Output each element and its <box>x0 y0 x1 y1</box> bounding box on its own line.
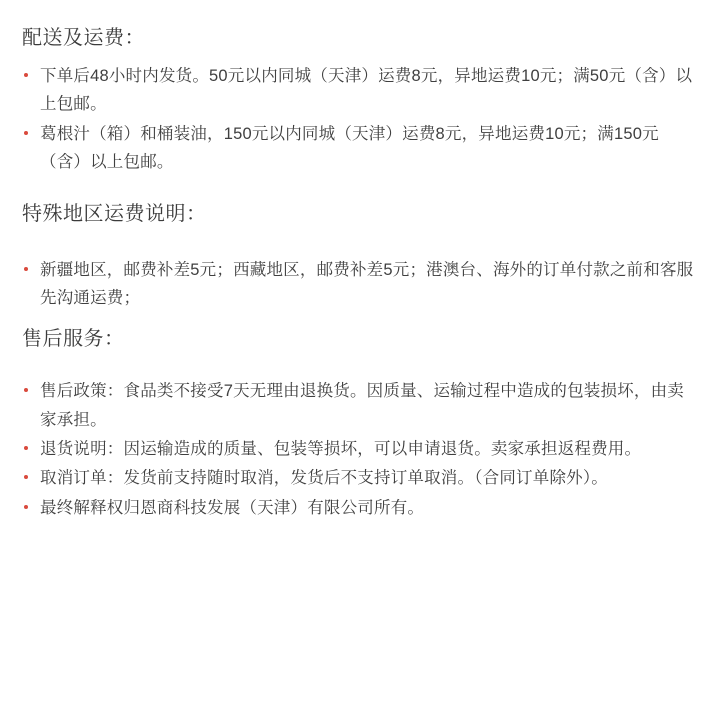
title-spacer <box>22 232 698 250</box>
list-item-text: 取消订单：发货前支持随时取消，发货后不支持订单取消。（合同订单除外）。 <box>40 469 608 488</box>
bullet-dot-icon <box>24 73 28 77</box>
bullet-dot-icon <box>24 388 28 392</box>
bullet-dot-icon <box>24 267 28 271</box>
section-spacer <box>22 313 698 323</box>
list-item-text: 下单后48小时内发货。50元以内同城（天津）运费8元，异地运费10元；满50元（含）以上包邮。 <box>40 67 693 114</box>
bullet-dot-icon <box>24 475 28 479</box>
list-item-text: 最终解释权归恩商科技发展（天津）有限公司所有。 <box>40 498 425 517</box>
section-after-sales <box>22 323 698 522</box>
bullet-list-after-sales <box>22 377 698 522</box>
bullet-dot-icon <box>24 505 28 509</box>
list-item <box>22 435 698 463</box>
list-item-text: 退货说明：因运输造成的质量、包装等损坏，可以申请退货。卖家承担返程费用。 <box>40 440 642 458</box>
list-item <box>22 377 698 434</box>
section-delivery <box>22 18 698 177</box>
list-item <box>22 464 698 492</box>
section-special-region <box>22 194 698 313</box>
bullet-dot-icon <box>24 131 28 135</box>
list-item <box>22 62 698 119</box>
list-item <box>22 120 698 177</box>
title-spacer <box>22 357 698 371</box>
section-title-special-region: 特殊地区运费说明： <box>22 202 207 225</box>
section-title-after-sales: 售后服务： <box>22 328 125 351</box>
section-title-delivery: 配送及运费： <box>22 27 145 49</box>
list-item-text: 葛根汁（箱）和桶装油，150元以内同城（天津）运费8元，异地运费10元；满150元（含）以上包邮。 <box>40 124 659 172</box>
section-spacer <box>22 178 698 194</box>
bullet-list-delivery <box>22 62 698 177</box>
list-item-text: 售后政策：食品类不接受7天无理由退换货。因质量、运输过程中造成的包装损坏，由卖家承担。 <box>40 382 684 429</box>
list-item <box>22 494 698 522</box>
list-item-text: 新疆地区，邮费补差5元；西藏地区，邮费补差5元；港澳台、海外的订单付款之前和客服先沟通运费； <box>40 260 694 307</box>
bullet-list-special-region <box>22 256 698 313</box>
bullet-dot-icon <box>24 446 28 450</box>
list-item <box>22 256 698 313</box>
